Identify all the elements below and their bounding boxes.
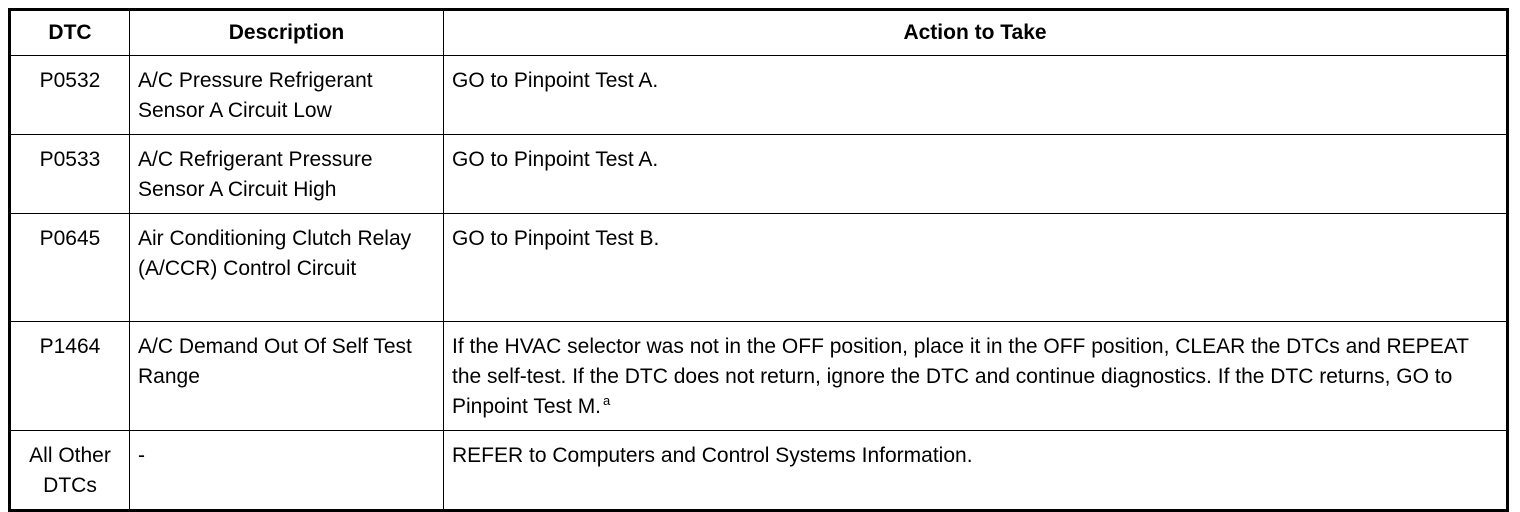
footnote-marker: a	[603, 393, 611, 408]
dtc-action	[444, 135, 1508, 214]
dtc-action	[444, 56, 1508, 135]
dtc-action	[444, 322, 1508, 431]
dtc-description: Air Conditioning Clutch Relay (A/CCR) Control Circuit	[130, 214, 444, 322]
action-text: GO to Pinpoint Test A.	[452, 69, 659, 92]
table-row	[10, 322, 1508, 431]
dtc-action	[444, 214, 1508, 322]
dtc-description: A/C Pressure Refrigerant Sensor A Circuit Low	[130, 56, 444, 135]
action-text: REFER to Computers and Control Systems Information.	[452, 444, 973, 467]
table-row	[10, 214, 1508, 322]
action-text: GO to Pinpoint Test B.	[452, 227, 660, 250]
header-dtc: DTC	[10, 10, 130, 56]
dtc-table	[8, 8, 1509, 512]
dtc-code: P0532	[10, 56, 130, 135]
dtc-code: P0645	[10, 214, 130, 322]
dtc-description: A/C Refrigerant Pressure Sensor A Circuit High	[130, 135, 444, 214]
action-text: If the HVAC selector was not in the OFF position, place it in the OFF position, CLEAR the DTCs and REPEAT the self-test. If the DTC does not return, ignore the DTC and continue diagnostics. If the DTC returns, GO to Pinpoint Test M.	[452, 335, 1469, 418]
dtc-description: -	[130, 431, 444, 511]
action-text: GO to Pinpoint Test A.	[452, 148, 659, 171]
header-description: Description	[130, 10, 444, 56]
dtc-code: P0533	[10, 135, 130, 214]
table-row	[10, 431, 1508, 511]
table-row	[10, 135, 1508, 214]
dtc-action	[444, 431, 1508, 511]
header-action: Action to Take	[444, 10, 1508, 56]
dtc-description: A/C Demand Out Of Self Test Range	[130, 322, 444, 431]
table-row	[10, 56, 1508, 135]
table-header-row	[10, 10, 1508, 56]
dtc-code: All Other DTCs	[10, 431, 130, 511]
dtc-code: P1464	[10, 322, 130, 431]
